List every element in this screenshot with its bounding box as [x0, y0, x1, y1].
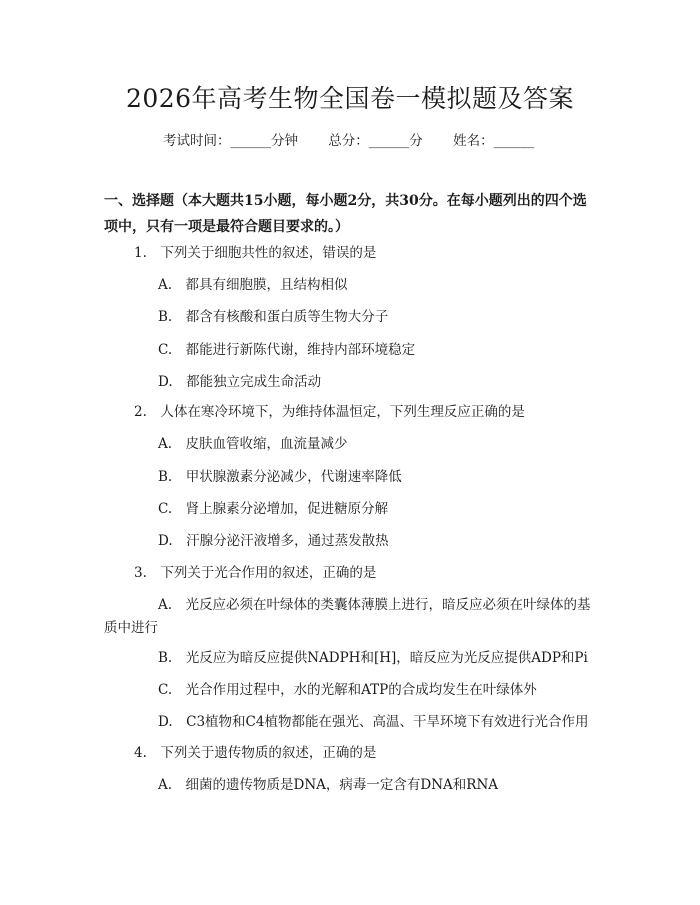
question-1-stem: 1. 下列关于细胞共性的叙述，错误的是 — [134, 245, 377, 261]
question-3-option-a: A. 光反应必须在叶绿体的类囊体薄膜上进行，暗反应必须在叶绿体的基 — [158, 597, 591, 613]
question-1-option-c: C. 都能进行新陈代谢，维持内部环境稳定 — [158, 342, 416, 358]
question-4-option-a: A. 细菌的遗传物质是DNA，病毒一定含有DNA和RNA — [158, 777, 499, 793]
question-2-option-a: A. 皮肤血管收缩，血流量减少 — [158, 436, 348, 452]
question-1-option-b: B. 都含有核酸和蛋白质等生物大分子 — [158, 309, 389, 325]
question-3-option-c: C. 光合作用过程中，水的光解和ATP的合成均发生在叶绿体外 — [158, 682, 537, 698]
question-2-option-d: D. 汗腺分泌汗液增多，通过蒸发散热 — [158, 533, 389, 549]
question-4-stem: 4. 下列关于遗传物质的叙述，正确的是 — [134, 745, 377, 761]
question-3-option-d: D. C3植物和C4植物都能在强光、高温、干旱环境下有效进行光合作用 — [158, 714, 589, 730]
section-heading: 一、选择题（本大题共15小题，每小题2分，共30分。在每小题列出的四个选项中，只有一项是最符合题目要求的。） — [104, 193, 587, 235]
question-2-option-c: C. 肾上腺素分泌增加，促进糖原分解 — [158, 501, 389, 517]
question-2-option-b: B. 甲状腺激素分泌减少，代谢速率降低 — [158, 469, 402, 485]
question-2-stem: 2. 人体在寒冷环境下，为维持体温恒定，下列生理反应正确的是 — [134, 404, 525, 420]
student-name: 姓名：______ — [453, 133, 535, 149]
question-1-option-d: D. 都能独立完成生命活动 — [158, 374, 322, 390]
question-3-stem: 3. 下列关于光合作用的叙述，正确的是 — [134, 565, 377, 581]
question-3-option-b: B. 光反应为暗反应提供NADPH和[H]，暗反应为光反应提供ADP和Pi — [158, 650, 588, 666]
exam-time: 考试时间：______分钟 — [163, 133, 298, 149]
question-3-option-a-continuation: 质中进行 — [104, 620, 158, 636]
exam-meta — [163, 131, 534, 151]
question-1-option-a: A. 都具有细胞膜，且结构相似 — [158, 277, 348, 293]
page-title: 2026年高考生物全国卷一模拟题及答案 — [125, 84, 575, 113]
total-score: 总分：______分 — [328, 133, 423, 149]
